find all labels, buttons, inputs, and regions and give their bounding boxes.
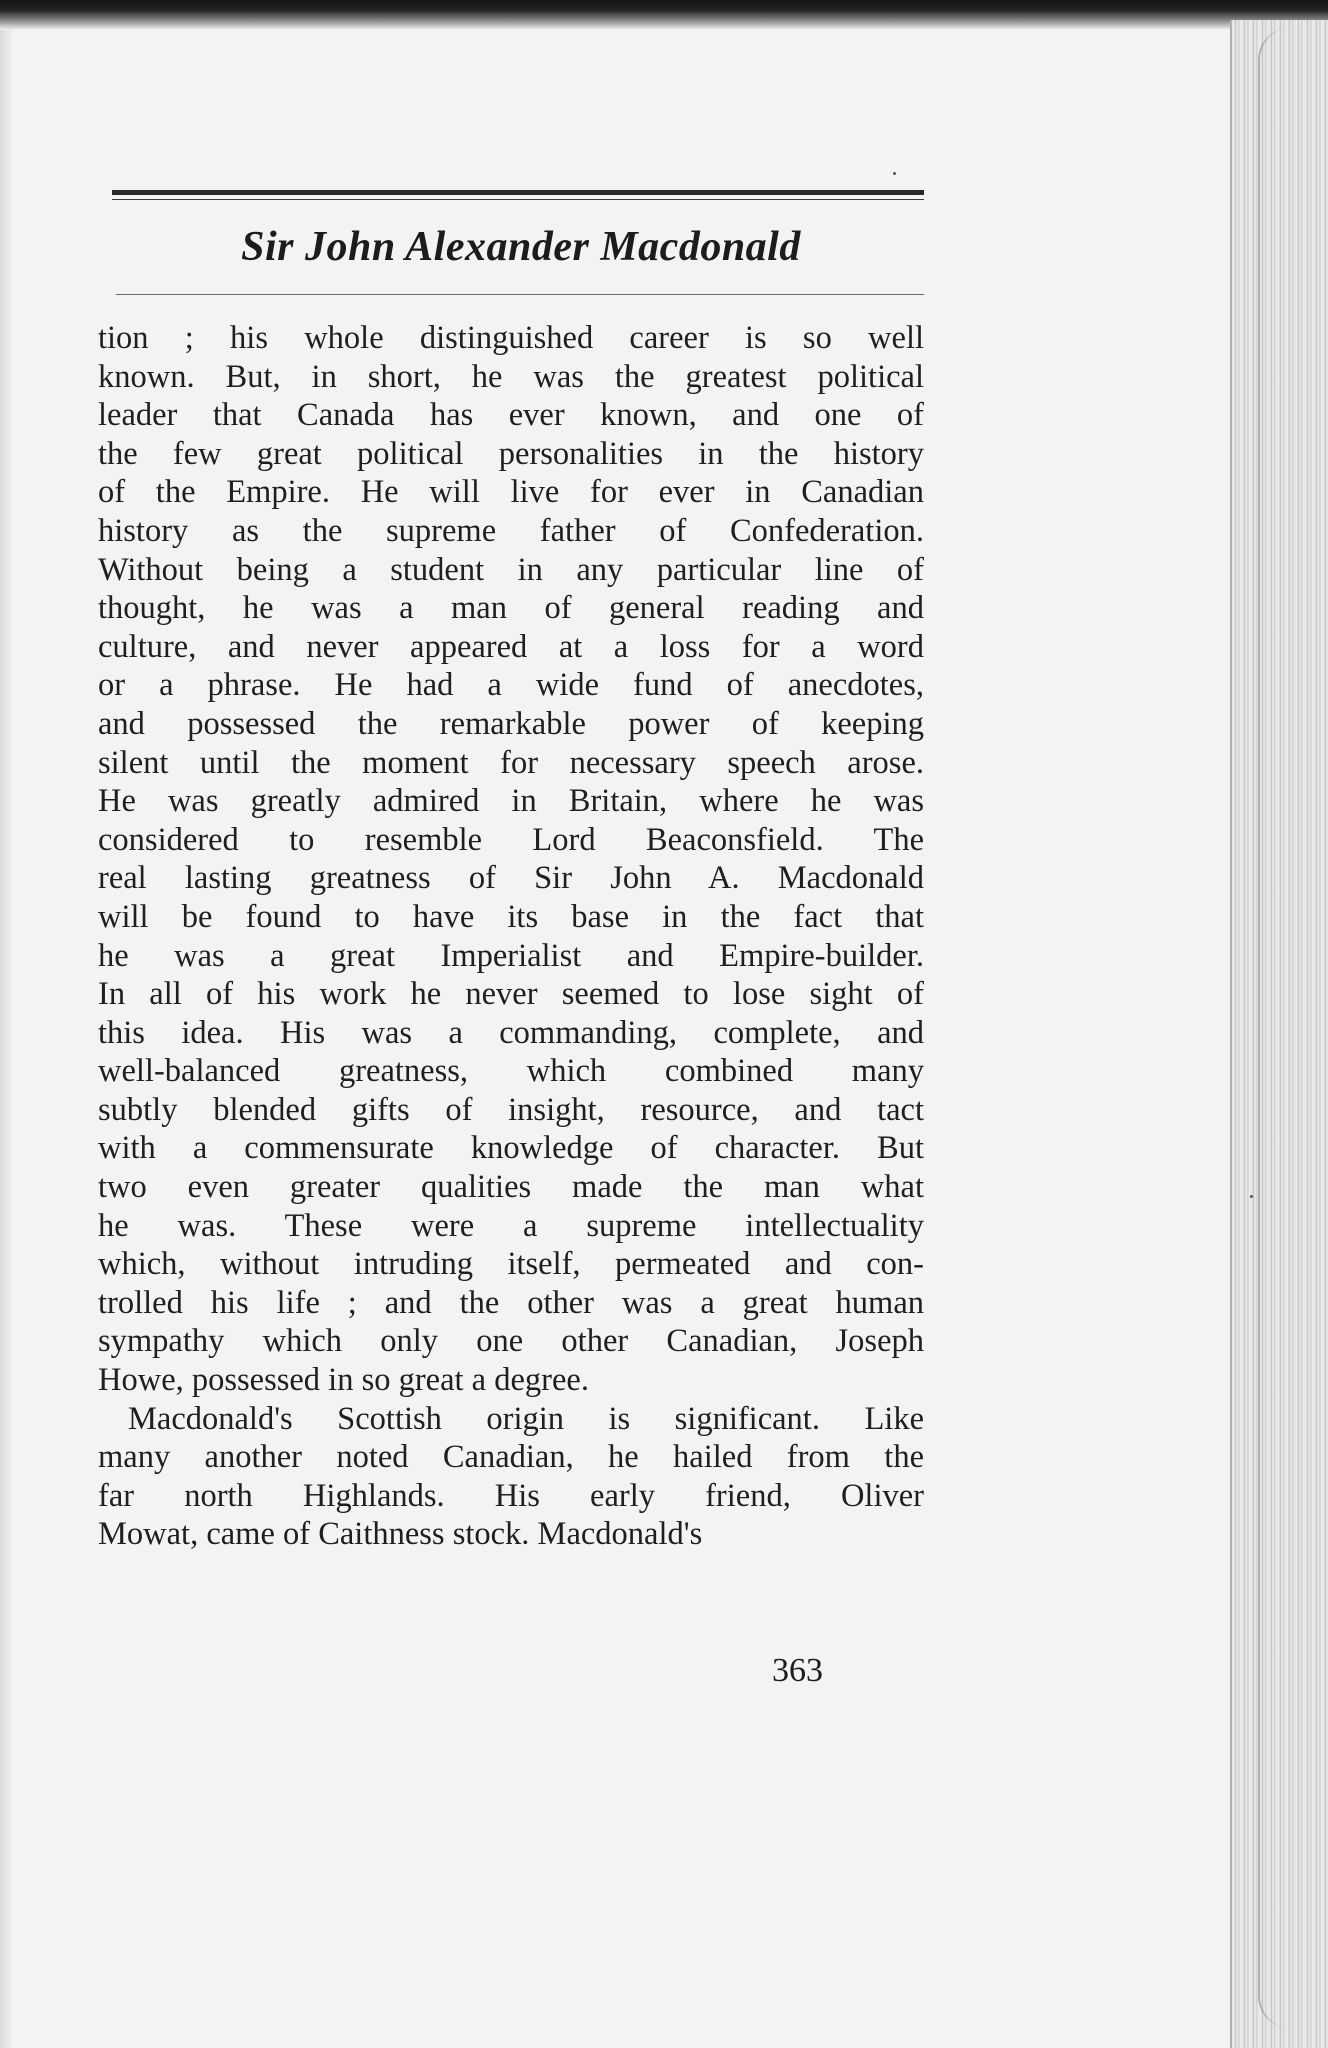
text-line: far north Highlands. His early friend, Oliver: [98, 1477, 924, 1514]
text-line: He was greatly admired in Britain, where he was: [98, 783, 924, 820]
text-line: culture, and never appeared at a loss for a word: [98, 628, 924, 665]
text-line: Macdonald's Scottish origin is significant. Like: [128, 1400, 924, 1437]
dust-speck: [1250, 1195, 1253, 1198]
text-line: the few great political personalities in the history: [98, 435, 924, 472]
dust-speck: [893, 172, 896, 175]
body-text: [98, 319, 924, 1554]
paragraph: [98, 319, 924, 1400]
text-line: real lasting greatness of Sir John A. Macdonald: [98, 860, 924, 897]
text-line: and possessed the remarkable power of keeping: [98, 705, 924, 742]
text-line: leader that Canada has ever known, and one of: [98, 397, 924, 434]
text-line: he was a great Imperialist and Empire-builder.: [98, 937, 924, 974]
text-line: known. But, in short, he was the greatest political: [98, 358, 924, 395]
page-edge-curve: [1258, 28, 1290, 2028]
text-line: Howe, possessed in so great a degree.: [98, 1362, 589, 1399]
text-line: subtly blended gifts of insight, resource, and tact: [98, 1091, 924, 1128]
text-line: Mowat, came of Caithness stock. Macdonald's: [98, 1516, 703, 1553]
text-line: tion ; his whole distinguished career is so well: [98, 320, 924, 356]
text-line: history as the supreme father of Confederation.: [98, 512, 924, 549]
text-line: Without being a student in any particular line of: [98, 551, 924, 588]
running-head: Sir John Alexander Macdonald: [241, 224, 801, 270]
page-number: 363: [772, 1652, 823, 1689]
text-line: silent until the moment for necessary speech arose.: [98, 744, 924, 781]
text-line: In all of his work he never seemed to lose sight of: [98, 976, 924, 1013]
text-line: considered to resemble Lord Beaconsfield. The: [98, 821, 924, 858]
running-head-rule: [116, 294, 924, 295]
paragraph: [98, 1400, 924, 1554]
text-line: sympathy which only one other Canadian, Joseph: [98, 1323, 924, 1360]
text-line: which, without intruding itself, permeated and con-: [98, 1246, 924, 1283]
text-line: well-balanced greatness, which combined many: [98, 1053, 924, 1090]
page-text-block: [98, 190, 924, 1554]
text-line: he was. These were a supreme intellectuality: [98, 1207, 924, 1244]
text-line: two even greater qualities made the man what: [98, 1169, 924, 1206]
header-rule-thin: [112, 199, 924, 200]
gutter-shade: [0, 30, 14, 2048]
text-line: many another noted Canadian, he hailed from the: [98, 1439, 924, 1476]
text-line: thought, he was a man of general reading and: [98, 590, 924, 627]
text-line: or a phrase. He had a wide fund of anecdotes,: [98, 667, 924, 704]
text-line: this idea. His was a commanding, complete, and: [98, 1014, 924, 1051]
scan-top-shadow: [0, 0, 1328, 30]
header-rule-thick: [112, 190, 924, 195]
text-line: will be found to have its base in the fact that: [98, 898, 924, 935]
text-line: of the Empire. He will live for ever in Canadian: [98, 474, 924, 511]
text-line: trolled his life ; and the other was a great human: [98, 1284, 924, 1321]
text-line: with a commensurate knowledge of character. But: [98, 1130, 924, 1167]
